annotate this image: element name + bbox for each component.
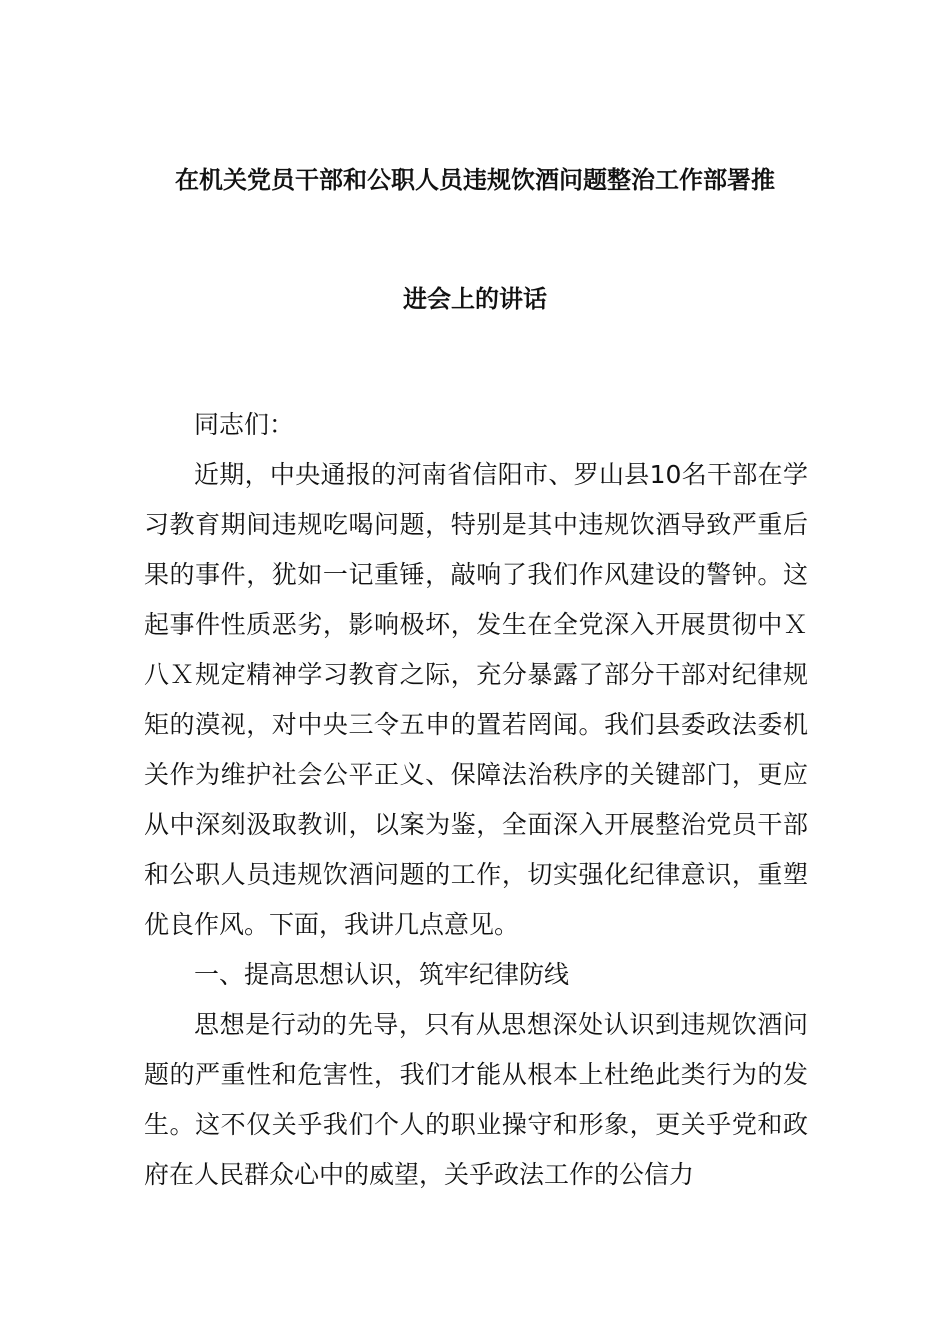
document-body: [144, 400, 808, 1200]
section-heading-1: 一、提高思想认识，筑牢纪律防线: [194, 960, 570, 989]
document-title-line-2: 进会上的讲话: [403, 285, 547, 313]
salutation: 同志们：: [194, 410, 295, 439]
document-title-line-1: 在机关党员干部和公职人员违规饮酒问题整治工作部署推: [175, 166, 775, 194]
paragraph-section-1: 思想是行动的先导，只有从思想深处认识到违规饮酒问题的严重性和危害性，我们才能从根本上杜绝此类行为的发生。这不仅关乎我们个人的职业操守和形象，更关乎党和政府在人民群众心中的威望，关乎政法工作的公信力: [144, 1010, 808, 1189]
paragraph-intro: 近期，中央通报的河南省信阳市、罗山县10名干部在学习教育期间违规吃喝问题，特别是其中违规饮酒导致严重后果的事件，犹如一记重锤，敲响了我们作风建设的警钟。这起事件性质恶劣，影响极坏，发生在全党深入开展贯彻中Ｘ八Ｘ规定精神学习教育之际，充分暴露了部分干部对纪律规矩的漠视，对中央三令五申的置若罔闻。我们县委政法委机关作为维护社会公平正义、保障法治秩序的关键部门，更应从中深刻汲取教训，以案为鉴，全面深入开展整治党员干部和公职人员违规饮酒问题的工作，切实强化纪律意识，重塑优良作风。下面，我讲几点意见。: [144, 460, 808, 939]
